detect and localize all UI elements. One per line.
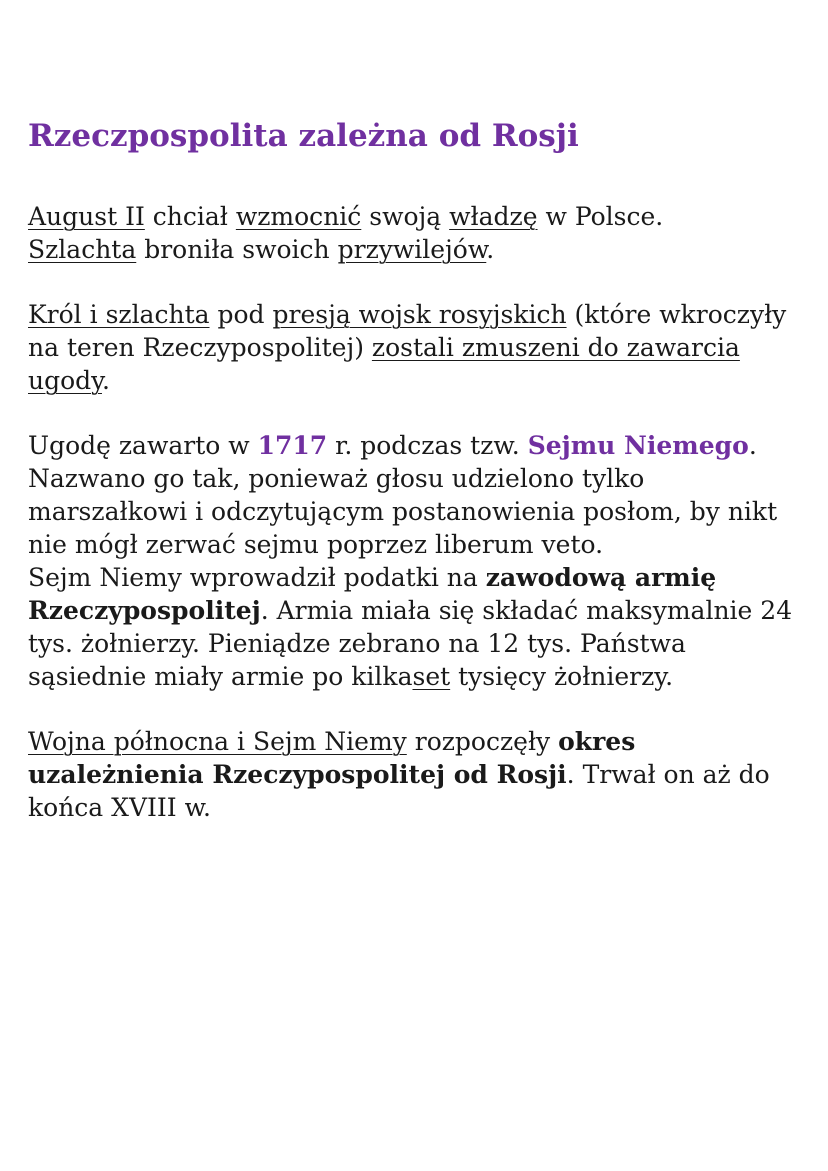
text: r. podczas tzw. xyxy=(327,431,528,460)
term-zawodowa-armia: zawodową armię Rzeczypospolitej xyxy=(28,563,717,625)
text: (które wkroczyły na teren Rzeczypospolitej) xyxy=(28,300,787,362)
term-presja-wojsk: presją wojsk rosyjskich xyxy=(272,300,567,329)
text: . xyxy=(486,235,495,264)
term-krol-i-szlachta: Król i szlachta xyxy=(28,300,210,329)
text: chciał xyxy=(144,202,236,231)
document-page xyxy=(28,112,808,856)
term-wzmocnic: wzmocnić xyxy=(235,202,362,231)
text: . Trwał on aż do końca XVIII w. xyxy=(28,760,770,822)
term-set: set xyxy=(412,662,451,691)
text: broniła swoich xyxy=(136,235,338,264)
paragraph-sejm-niemy xyxy=(28,429,808,693)
text: tysięcy żołnierzy. xyxy=(450,662,674,691)
term-zmuszeni-do-ugody: zostali zmuszeni do zawarcia ugody xyxy=(28,333,740,395)
text: swoją xyxy=(361,202,450,231)
text: . xyxy=(748,431,757,460)
term-przywilejow: przywilejów xyxy=(337,235,487,264)
text: rozpoczęły xyxy=(406,727,559,756)
text: pod xyxy=(209,300,273,329)
term-wojna-polnocna: Wojna północna i Sejm Niemy xyxy=(28,727,407,756)
text: Sejm Niemy wprowadził podatki na xyxy=(28,563,486,592)
term-wladze: władzę xyxy=(449,202,538,231)
text: . Armia miała się składać maksymalnie 24 tys. żołnierzy. Pieniądze zebrano na 12 tys. Państwa sąsiednie miały armie po kilka xyxy=(28,596,793,691)
text: Ugodę zawarto w xyxy=(28,431,258,460)
paragraph-uzaleznienie xyxy=(28,725,808,824)
text: . xyxy=(101,366,110,395)
term-august-ii: August II xyxy=(28,202,145,231)
paragraph-ugoda xyxy=(28,298,808,397)
term-sejm-niemy: Sejmu Niemego xyxy=(527,431,749,460)
paragraph-august xyxy=(28,200,808,266)
page-title: Rzeczpospolita zależna od Rosji xyxy=(28,118,579,154)
term-szlachta: Szlachta xyxy=(28,235,137,264)
year-1717: 1717 xyxy=(257,431,328,460)
text: Nazwano go tak, ponieważ głosu udzielono tylko marszałkowi i odczytującym postanowienia posłom, by nikt nie mógł zerwać sejmu poprzez liberum veto. xyxy=(28,464,778,559)
text: w Polsce. xyxy=(537,202,664,231)
term-okres-uzaleznienia: okres uzależnienia Rzeczypospolitej od Rosji xyxy=(28,727,636,789)
